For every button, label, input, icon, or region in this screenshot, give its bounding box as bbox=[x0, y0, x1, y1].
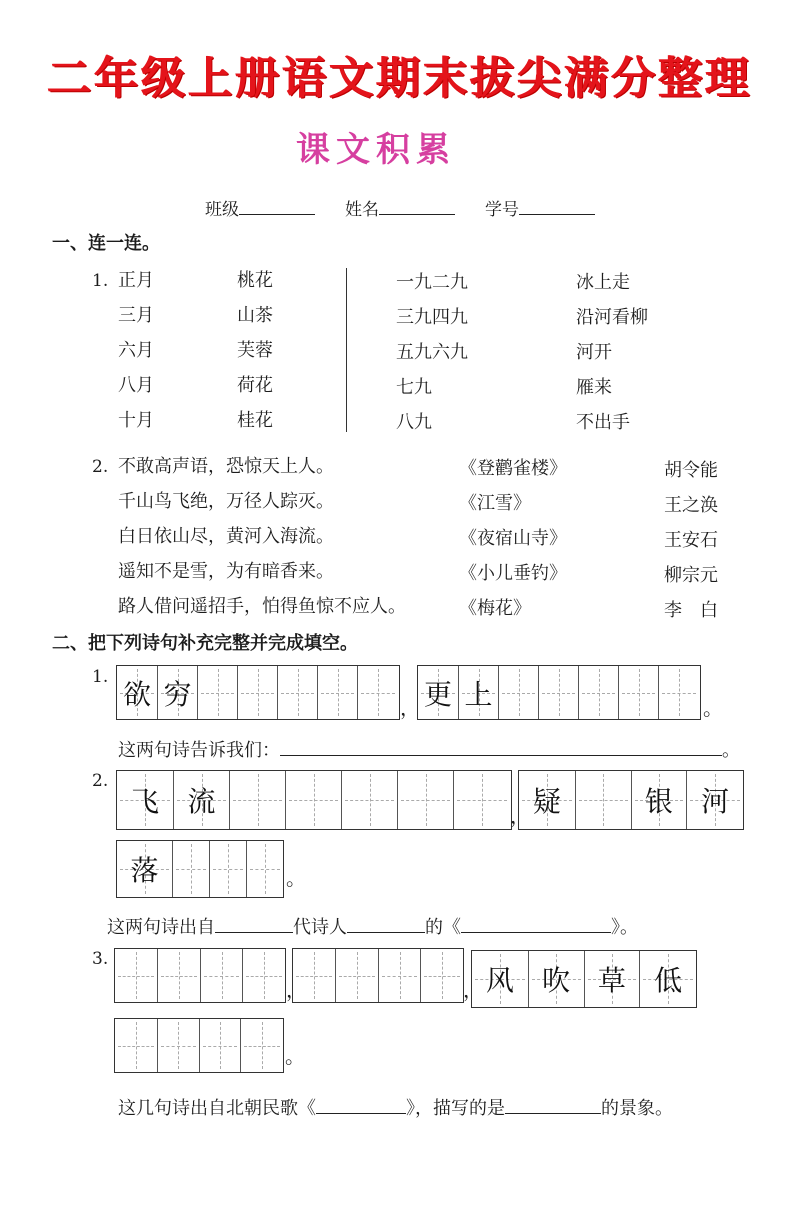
writing-grid[interactable] bbox=[471, 950, 697, 1008]
id-blank[interactable] bbox=[519, 196, 595, 215]
writing-grid[interactable] bbox=[417, 665, 701, 720]
period: 。 bbox=[286, 866, 306, 890]
grid-cell[interactable] bbox=[578, 666, 618, 719]
flower-item[interactable]: 桂花 bbox=[237, 410, 273, 431]
grid-cell[interactable] bbox=[229, 771, 285, 829]
phenology-item[interactable]: 冰上走 bbox=[576, 272, 630, 293]
answer-blank[interactable] bbox=[215, 912, 293, 933]
section2-heading: 二、把下列诗句补充完整并完成填空。 bbox=[52, 633, 358, 654]
section1-heading: 一、连一连。 bbox=[52, 233, 160, 254]
writing-grid[interactable] bbox=[518, 770, 744, 830]
grid-cell[interactable] bbox=[575, 771, 631, 829]
poet-name[interactable]: 胡令能 bbox=[664, 460, 718, 481]
grid-cell[interactable] bbox=[538, 666, 578, 719]
grid-cell[interactable] bbox=[157, 949, 200, 1002]
poem-title[interactable]: 《江雪》 bbox=[459, 493, 531, 514]
phenology-item[interactable]: 不出手 bbox=[576, 412, 630, 433]
grid-cell[interactable] bbox=[199, 1019, 241, 1072]
grid-cell[interactable] bbox=[293, 949, 335, 1002]
grid-cell[interactable] bbox=[242, 949, 285, 1002]
q2-3-number: 3. bbox=[92, 949, 109, 969]
comma: ， bbox=[510, 804, 530, 828]
grid-cell[interactable]: 上 bbox=[458, 666, 498, 719]
class-blank[interactable] bbox=[239, 196, 315, 215]
poem-title[interactable]: 《梅花》 bbox=[459, 598, 531, 619]
class-field bbox=[205, 196, 315, 222]
writing-grid[interactable] bbox=[292, 948, 464, 1003]
grid-cell[interactable]: 银 bbox=[631, 771, 687, 829]
nine-item[interactable]: 七九 bbox=[396, 377, 432, 398]
grid-cell[interactable]: 吹 bbox=[528, 951, 584, 1007]
name-field bbox=[345, 196, 455, 222]
nine-item[interactable]: 三九四九 bbox=[396, 307, 468, 328]
phenology-item[interactable]: 河开 bbox=[576, 342, 612, 363]
name-blank[interactable] bbox=[379, 196, 455, 215]
month-item[interactable]: 正月 bbox=[118, 270, 154, 291]
grid-cell[interactable] bbox=[237, 666, 277, 719]
grid-cell[interactable]: 穷 bbox=[157, 666, 197, 719]
grid-cell[interactable]: 飞 bbox=[117, 771, 173, 829]
nine-item[interactable]: 五九六九 bbox=[396, 342, 468, 363]
grid-cell[interactable]: 风 bbox=[472, 951, 528, 1007]
month-item[interactable]: 八月 bbox=[118, 375, 154, 396]
grid-cell[interactable] bbox=[453, 771, 510, 829]
phenology-item[interactable]: 沿河看柳 bbox=[576, 307, 648, 328]
period: 。 bbox=[285, 1044, 305, 1068]
answer-blank[interactable] bbox=[461, 912, 611, 933]
grid-cell[interactable] bbox=[341, 771, 397, 829]
name-label: 姓名 bbox=[345, 200, 379, 220]
q2-3-prompt: 这几句诗出自北朝民歌《 》，描写的是 的景象。 bbox=[118, 1093, 673, 1122]
grid-cell[interactable] bbox=[240, 1019, 283, 1072]
grid-cell[interactable] bbox=[420, 949, 463, 1002]
column-divider bbox=[346, 268, 347, 432]
grid-cell[interactable]: 欲 bbox=[117, 666, 157, 719]
answer-blank[interactable] bbox=[316, 1093, 406, 1114]
grid-cell[interactable] bbox=[317, 666, 357, 719]
writing-grid[interactable] bbox=[114, 1018, 284, 1073]
grid-cell[interactable]: 更 bbox=[418, 666, 458, 719]
verse-line[interactable]: 白日依山尽，黄河入海流。 bbox=[118, 526, 334, 547]
phenology-item[interactable]: 雁来 bbox=[576, 377, 612, 398]
grid-cell[interactable] bbox=[157, 1019, 199, 1072]
grid-cell[interactable] bbox=[357, 666, 398, 719]
id-label: 学号 bbox=[485, 200, 519, 220]
writing-grid[interactable] bbox=[116, 665, 400, 720]
grid-cell[interactable] bbox=[618, 666, 658, 719]
grid-cell[interactable]: 河 bbox=[686, 771, 743, 829]
poet-name[interactable]: 王之涣 bbox=[664, 495, 718, 516]
grid-cell[interactable] bbox=[378, 949, 421, 1002]
page-subtitle: 课文积累 bbox=[296, 130, 456, 170]
id-field bbox=[485, 196, 595, 222]
grid-cell[interactable] bbox=[197, 666, 237, 719]
poet-name[interactable]: 李 白 bbox=[664, 600, 718, 621]
class-label: 班级 bbox=[205, 200, 239, 220]
poem-title[interactable]: 《登鹳雀楼》 bbox=[459, 458, 567, 479]
writing-grid[interactable] bbox=[114, 948, 286, 1003]
comma: ， bbox=[463, 978, 483, 1002]
q2-2-number: 2. bbox=[92, 771, 109, 791]
nine-item[interactable]: 八九 bbox=[396, 412, 432, 433]
period: 。 bbox=[703, 696, 723, 720]
poem-title[interactable]: 《小儿垂钓》 bbox=[459, 563, 567, 584]
grid-cell[interactable] bbox=[498, 666, 538, 719]
grid-cell[interactable]: 流 bbox=[173, 771, 229, 829]
grid-cell[interactable] bbox=[277, 666, 317, 719]
comma: ， bbox=[400, 696, 420, 720]
grid-cell[interactable] bbox=[246, 841, 283, 897]
poet-name[interactable]: 王安石 bbox=[664, 530, 718, 551]
q1-number: 1. bbox=[92, 271, 109, 291]
grid-cell[interactable] bbox=[397, 771, 453, 829]
writing-grid[interactable] bbox=[116, 840, 284, 898]
grid-cell[interactable]: 低 bbox=[639, 951, 696, 1007]
month-item[interactable]: 六月 bbox=[118, 340, 154, 361]
answer-blank[interactable] bbox=[347, 912, 425, 933]
grid-cell[interactable] bbox=[335, 949, 378, 1002]
grid-cell[interactable] bbox=[658, 666, 699, 719]
flower-item[interactable]: 山茶 bbox=[237, 305, 273, 326]
grid-cell[interactable]: 落 bbox=[117, 841, 172, 897]
answer-blank[interactable] bbox=[280, 735, 722, 756]
month-item[interactable]: 三月 bbox=[118, 305, 154, 326]
grid-cell[interactable] bbox=[115, 949, 157, 1002]
q2-number: 2. bbox=[92, 457, 109, 477]
grid-cell[interactable] bbox=[200, 949, 243, 1002]
page-title: 二年级上册语文期末拔尖满分整理 bbox=[47, 53, 753, 104]
month-item[interactable]: 十月 bbox=[118, 410, 154, 431]
q2-1-number: 1. bbox=[92, 667, 109, 687]
grid-cell[interactable]: 草 bbox=[584, 951, 640, 1007]
flower-item[interactable]: 荷花 bbox=[237, 375, 273, 396]
grid-cell[interactable] bbox=[172, 841, 209, 897]
flower-item[interactable]: 桃花 bbox=[237, 270, 273, 291]
verse-line[interactable]: 遥知不是雪，为有暗香来。 bbox=[118, 561, 334, 582]
answer-blank[interactable] bbox=[505, 1093, 601, 1114]
writing-grid[interactable] bbox=[116, 770, 512, 830]
verse-line[interactable]: 不敢高声语，恐惊天上人。 bbox=[118, 456, 334, 477]
poet-name[interactable]: 柳宗元 bbox=[664, 565, 718, 586]
q2-1-prompt: 这两句诗告诉我们： 。 bbox=[118, 735, 740, 764]
verse-line[interactable]: 千山鸟飞绝，万径人踪灭。 bbox=[118, 491, 334, 512]
grid-cell[interactable] bbox=[115, 1019, 157, 1072]
grid-cell[interactable] bbox=[285, 771, 341, 829]
grid-cell[interactable] bbox=[209, 841, 246, 897]
q2-2-prompt: 这两句诗出自 代诗人 的《 》。 bbox=[107, 912, 638, 941]
grid-cell[interactable]: 疑 bbox=[519, 771, 575, 829]
verse-line[interactable]: 路人借问遥招手，怕得鱼惊不应人。 bbox=[118, 596, 406, 617]
poem-title[interactable]: 《夜宿山寺》 bbox=[459, 528, 567, 549]
flower-item[interactable]: 芙蓉 bbox=[237, 340, 273, 361]
comma: ， bbox=[286, 978, 306, 1002]
nine-item[interactable]: 一九二九 bbox=[396, 272, 468, 293]
